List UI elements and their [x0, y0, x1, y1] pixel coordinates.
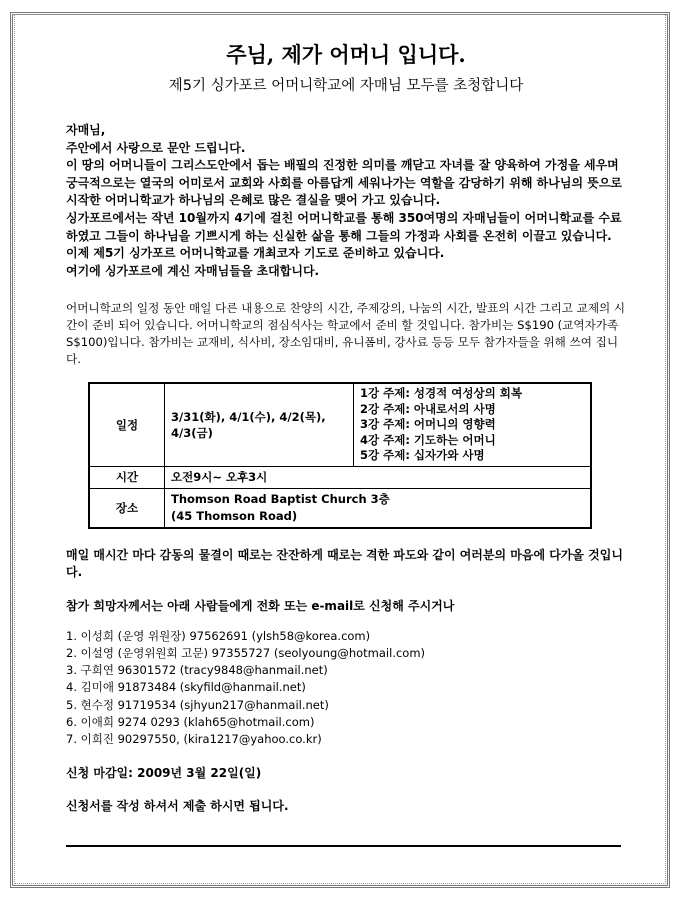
contact-item: 5. 현수정 91719534 (sjhyun217@hanmail.net) [66, 697, 329, 712]
topic-item: 1강 주제: 성경적 여성상의 회복 [360, 386, 522, 401]
deadline: 신청 마감일: 2009년 3월 22일(일) [66, 766, 262, 781]
topic-item: 5강 주제: 십자가와 사명 [360, 448, 485, 463]
dates-value: 3/31(화), 4/1(수), 4/2(목), 4/3(금) [165, 383, 354, 466]
page-title: 주님, 제가 어머니 입니다. [226, 42, 466, 67]
place-row [89, 488, 591, 528]
contact-item: 7. 이희진 90297550, (kira1217@yahoo.co.kr) [66, 732, 322, 747]
topic-item: 2강 주제: 아내로서의 사명 [360, 401, 496, 416]
page-subtitle: 제5기 싱가포르 어머니학교에 자매님 모두를 초청합니다 [168, 78, 524, 94]
topics-list [354, 383, 592, 466]
intro-line: 이제 제5기 싱가포르 어머니학교를 개최코자 기도로 준비하고 있습니다. [66, 246, 445, 261]
time-row [89, 466, 591, 488]
intro-line: 여기에 싱가포르에 계신 자매님들을 초대합니다. [66, 263, 320, 278]
intro-paragraph: 싱가포르에서는 작년 10월까지 4기에 걸친 어머니학교를 통해 350여명의 자매님들이 어머니학교를 수료하였고 그들이 하나님을 기쁘시게 하는 신실한 삶을 통해 그들의 가정과 사회를 온전히 이끌고 있습니다. [66, 210, 622, 243]
intro-section [66, 122, 626, 280]
contact-list [66, 628, 626, 748]
topic-item: 4강 주제: 기도하는 어머니 [360, 432, 496, 447]
greeting: 자매님, [66, 123, 106, 137]
bottom-rule [66, 845, 621, 847]
contact-item: 3. 구희연 96301572 (tracy9848@hanmail.net) [66, 663, 328, 678]
date-label: 일정 [89, 383, 165, 466]
submit-note: 신청서를 작성 하셔서 제출 하시면 됩니다. [66, 799, 289, 814]
contact-item: 1. 이성희 (운영 위원장) 97562691 (ylsh58@korea.com) [66, 628, 371, 643]
contact-item: 6. 이애희 9274 0293 (klah65@hotmail.com) [66, 714, 315, 729]
document-body [66, 40, 626, 814]
intro-line: 주안에서 사랑으로 문안 드립니다. [66, 140, 246, 155]
place-value [165, 488, 592, 528]
place-line: Thomson Road Baptist Church 3층 [171, 491, 390, 506]
topic-item: 3강 주제: 어머니의 영향력 [360, 417, 496, 432]
request-line: 참가 희망자께서는 아래 사람들에게 전화 또는 e-mail로 신청해 주시거나 [66, 598, 455, 613]
intro-paragraph: 이 땅의 어머니들이 그리스도안에서 돕는 배필의 진정한 의미를 깨닫고 자녀를 잘 양육하여 가정을 세우며 궁극적으로는 열국의 어미로서 교회와 사회를 아름답게 세워나가는 역할을 감당하기 위해 하나님의 뜻으로 시작한 어머니학교가 하나님의 은혜로 많은 결실을 맺어 가고 있습니다. [66, 158, 623, 208]
time-label: 시간 [89, 466, 165, 488]
contact-item: 4. 김미애 91873484 (skyfild@hanmail.net) [66, 680, 306, 695]
time-value: 오전9시~ 오후3시 [165, 466, 592, 488]
program-description: 어머니학교의 일정 동안 매일 다른 내용으로 찬양의 시간, 주제강의, 나눔의 시간, 발표의 시간 그리고 교제의 시간이 준비 되어 있습니다. 어머니학교의 점심식사는 학교에서 준비 할 것입니다. 참가비는 S$190 (교역자가족 S$100)입니다. 참가비는 교재비, 식사비, 장소임대비, 유니폼비, 강사료 등등 모두 참가자들을 위해 쓰여 집니다. [66, 301, 626, 367]
closing-paragraph: 매일 매시간 마다 감동의 물결이 때로는 잔잔하게 때로는 격한 파도와 같이 여러분의 마음에 다가올 것입니다. [66, 547, 623, 579]
place-label: 장소 [89, 488, 165, 528]
contact-item: 2. 이설영 (운영위원회 고문) 97355727 (seolyoung@hotmail.com) [66, 646, 426, 661]
schedule-row [89, 383, 591, 466]
place-line: (45 Thomson Road) [171, 508, 298, 523]
schedule-table [88, 382, 592, 529]
